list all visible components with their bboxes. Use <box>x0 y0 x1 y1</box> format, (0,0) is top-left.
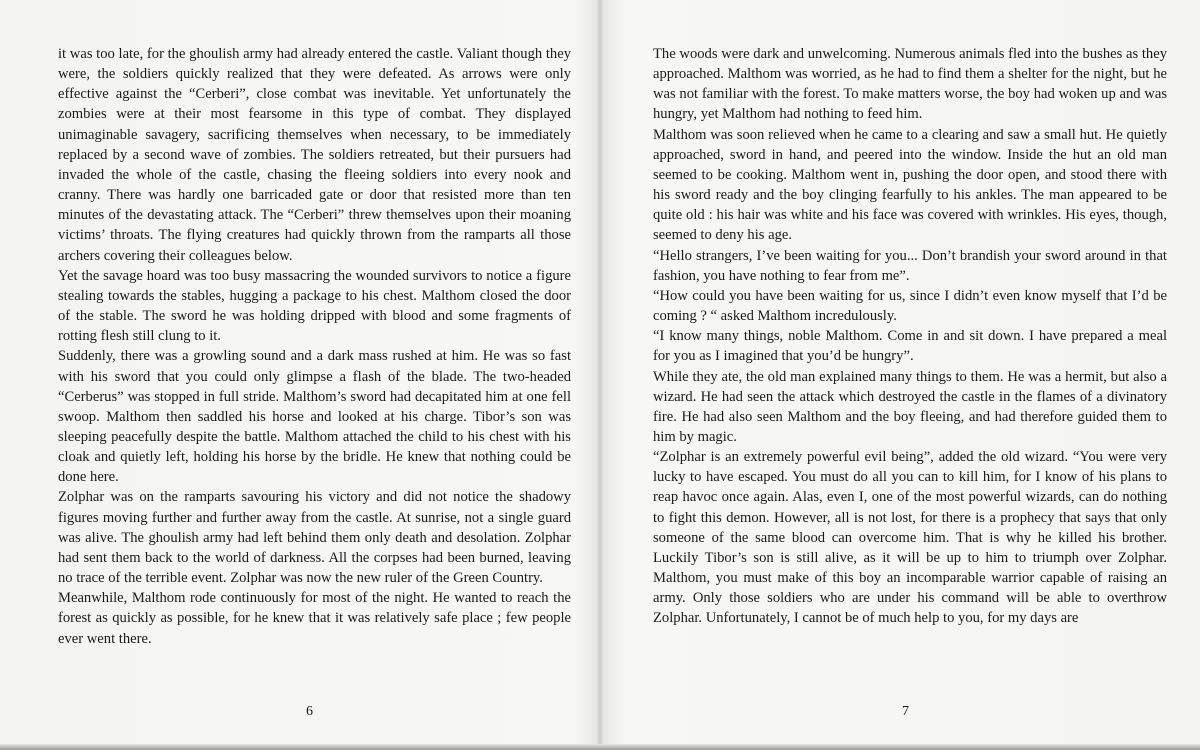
page-number-left: 6 <box>306 704 313 719</box>
paragraph: “Hello strangers, I’ve been waiting for you... Don’t brandish your sword around in that fashion, you have nothing to fear from me”. <box>653 247 1167 284</box>
paragraph: Suddenly, there was a growling sound and a dark mass rushed at him. He was so fast with his sword that you could only glimpse a flash of the blade. The two-headed “Cerberus” was stopped in full stride. Malthom’s sword had decapitated him at one fell swoop. Malthom then saddled his horse and looked at his charge. Tibor’s son was sleeping peacefully despite the battle. Malthom attached the child to his chest with his cloak and quietly left, holding his horse by the bridle. He knew that nothing could be done here. <box>58 348 571 486</box>
paragraph: Yet the savage hoard was too busy massacring the wounded survivors to notice a figure stealing towards the stables, hugging a package to his chest. Malthom closed the door of the stable. The sword he was holding dripped with blood and some fragments of rotting flesh still clung to it. <box>58 267 571 345</box>
page-number-right: 7 <box>902 704 909 719</box>
paragraph: “Zolphar is an extremely powerful evil being”, added the old wizard. “You were very lucky to have escaped. You must do all you can to kill him, for I know of his plans to reap havoc once again. Alas, even I, one of the most powerful wizards, can do nothing to fight this demon. However, all is not lost, for there is a prophecy that says that only someone of the same blood can overcome him. That is why he killed his brother. Luckily Tibor’s son is still alive, as it will be up to him to triumph over Zolphar. Malthom, you must make of this boy an incomparable warrior capable of raising an army. Only those soldiers who are under his command will be able to overthrow Zolphar. Unfortunately, I cannot be of much help to you, for my days are <box>653 449 1167 627</box>
paragraph: “How could you have been waiting for us, since I didn’t even know myself that I’d be coming ? “ asked Malthom incredulously. <box>653 287 1167 325</box>
paragraph: it was too late, for the ghoulish army had already entered the castle. Valiant though they were, the soldiers quickly realized that they were defeated. As arrows were only effective against the “Cerberi”, close combat was inevitable. Yet unfortunately the zombies were at their most fearsome in this type of combat. They displayed unimaginable savagery, sacrificing themselves when necessary, to be immediately replaced by a second wave of zombies. The soldiers retreated, but their pursuers had invaded the whole of the castle, chasing the fleeing soldiers into every nook and cranny. There was hardly one barricaded gate or door that resisted more than ten minutes of the devastating attack. The “Cerberi” threw themselves upon their moaning victims’ throats. The flying creatures had quickly thrown from the ramparts all those archers covering their colleagues below. <box>58 46 571 264</box>
paragraph: While they ate, the old man explained many things to them. He was a hermit, but also a wizard. He had seen the attack which destroyed the castle in the flames of a divinatory fire. He had also seen Malthom and the boy fleeing, and had therefore guided them to him by magic. <box>653 368 1167 445</box>
right-page-text <box>653 44 1167 629</box>
right-page <box>600 0 1200 750</box>
paragraph: Meanwhile, Malthom rode continuously for most of the night. He wanted to reach the forest as quickly as possible, for he knew that it was relatively safe place ; few people ever went there. <box>58 590 571 647</box>
book-gutter <box>596 0 604 750</box>
paragraph: Zolphar was on the ramparts savouring his victory and did not notice the shadowy figures moving further and further away from the castle. At sunrise, not a single guard was alive. The ghoulish army had left behind them only death and desolation. Zolphar had sent them back to the world of darkness. All the corpses had been burned, leaving no trace of the terrible event. Zolphar was now the new ruler of the Green Country. <box>58 489 571 587</box>
paragraph: Malthom was soon relieved when he came to a clearing and saw a small hut. He quietly approached, sword in hand, and peered into the window. Inside the hut an old man seemed to be cooking. Malthom went in, pushing the door open, and stood there with his sword ready and the boy clinging fearfully to his ankles. The man appeared to be quite old : his hair was white and his face was covered with wrinkles. His eyes, though, seemed to deny his age. <box>653 126 1167 244</box>
page-bottom-edge <box>0 744 1200 750</box>
left-page-text <box>58 44 571 649</box>
paragraph: The woods were dark and unwelcoming. Numerous animals fled into the bushes as they approached. Malthom was worried, as he had to find them a shelter for the night, but he was not familiar with the forest. To make matters worse, the boy had woken up and was hungry, yet Malthom had nothing to feed him. <box>653 46 1167 123</box>
paragraph: “I know many things, noble Malthom. Come in and sit down. I have prepared a meal for you as I imagined that you’d be hungry”. <box>653 328 1167 365</box>
